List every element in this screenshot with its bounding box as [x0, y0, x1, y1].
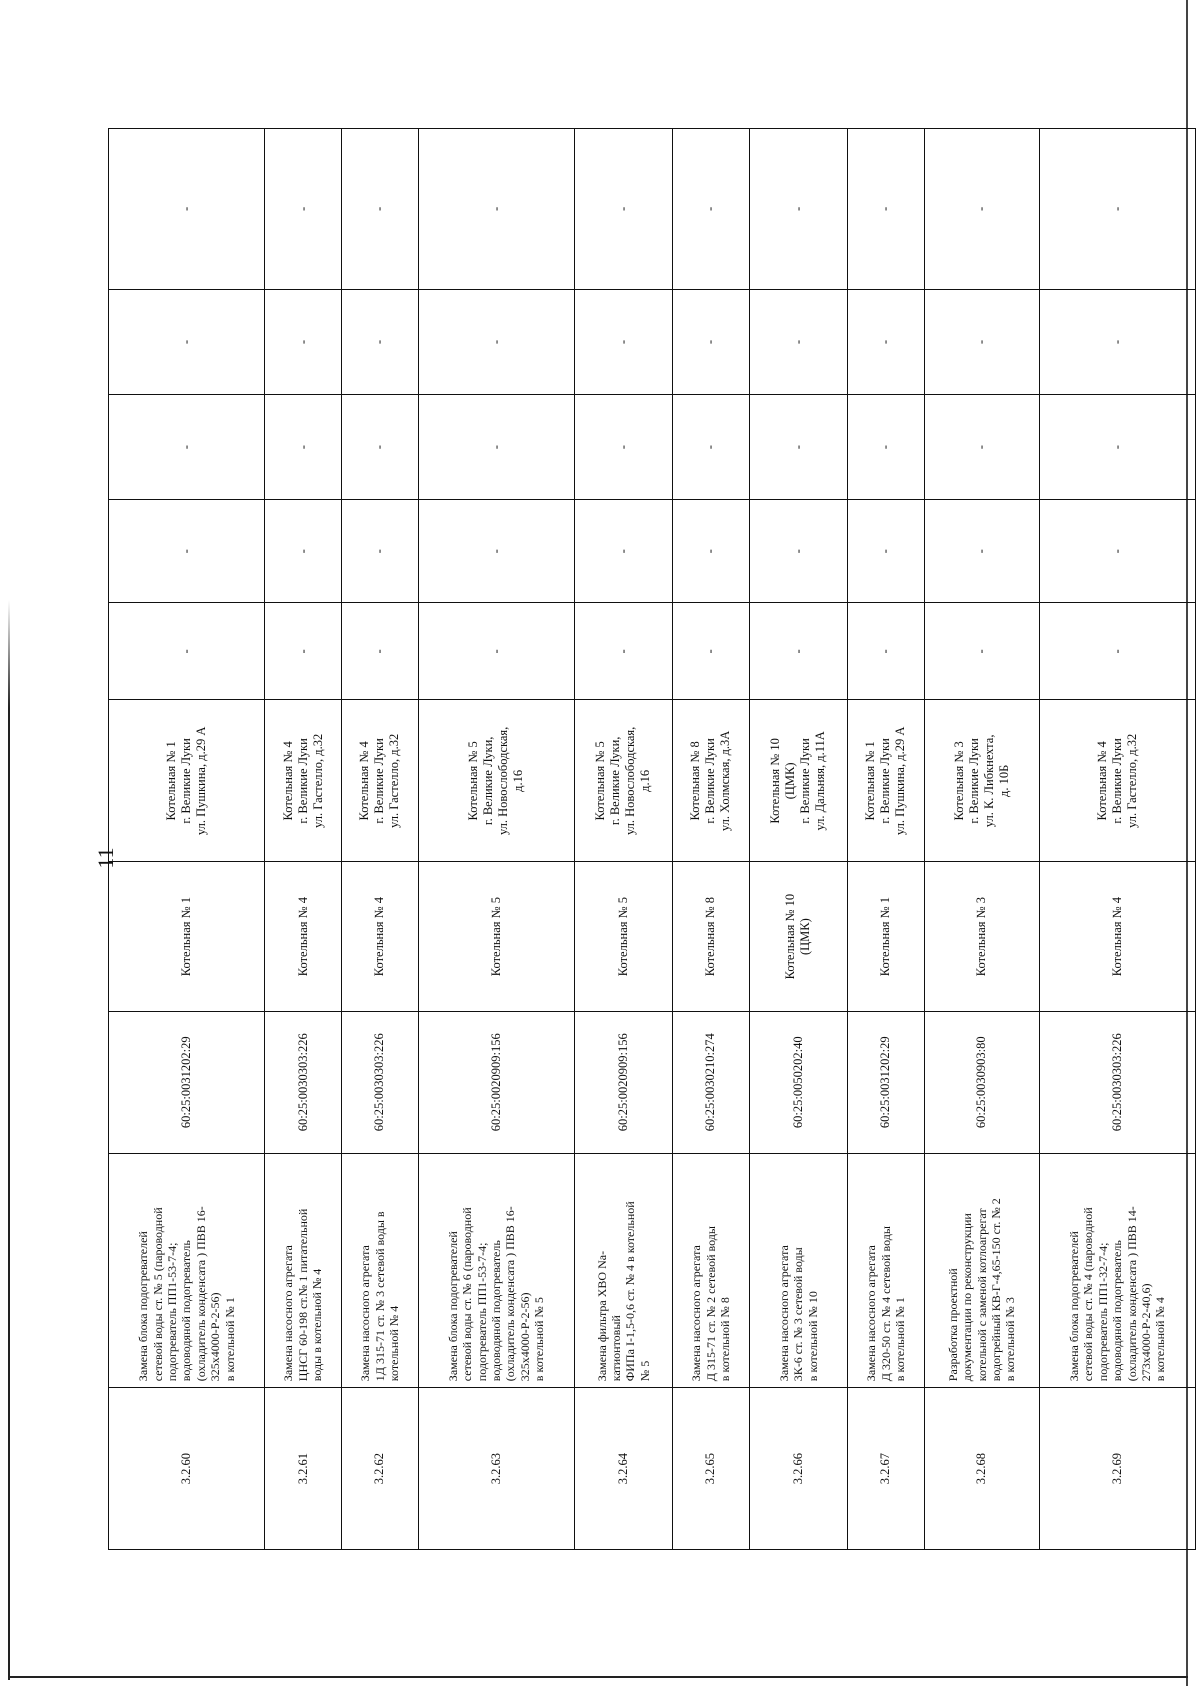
- page-number: 11: [93, 847, 118, 869]
- facility-name-cell: [265, 862, 342, 1012]
- work-description-cell-line: ФИПа I-1,5-0,6 ст. № 4 в котельной: [623, 1201, 638, 1382]
- item-number-cell: 3.2.68: [924, 1388, 1039, 1550]
- work-description-cell-line: Замена насосного агрегата: [864, 1245, 879, 1382]
- facility-name-cell-line: Котельная № 3: [974, 897, 989, 977]
- works-table: [108, 128, 1196, 1550]
- value-cell-1: -: [924, 603, 1039, 700]
- item-number-cell: 3.2.61: [265, 1388, 342, 1550]
- facility-name-cell-line: Котельная № 1: [179, 897, 194, 977]
- facility-name-cell: [341, 862, 418, 1012]
- value-cell-1: -: [574, 603, 672, 700]
- facility-address-cell: [265, 700, 342, 862]
- value-cell-5: -: [749, 129, 847, 290]
- facility-address-cell-line: Котельная № 5: [466, 741, 481, 821]
- facility-address-cell: [574, 700, 672, 862]
- table-row: [574, 129, 672, 1550]
- facility-address-cell: [924, 700, 1039, 862]
- work-description-cell-line: в котельной № 3: [1003, 1297, 1018, 1382]
- facility-address-cell: [672, 700, 749, 862]
- work-description-cell-line: сетевой воды ст. № 6 (пароводной: [460, 1207, 475, 1382]
- facility-address-cell-line: ул. Холмская, д.3А: [718, 730, 733, 832]
- facility-address-cell: [418, 700, 574, 862]
- facility-address-cell-line: Котельная № 4: [357, 741, 372, 821]
- cadastral-number-cell: 60:25:0020909:156: [574, 1011, 672, 1153]
- facility-name-cell-line: (ЦМК): [798, 918, 813, 956]
- facility-address-cell-line: Котельная № 1: [863, 741, 878, 821]
- work-description-cell-line: Замена насосного агрегата: [358, 1245, 373, 1382]
- facility-name-cell: [1039, 862, 1195, 1012]
- facility-address-cell-line: г. Великие Луки: [966, 738, 981, 824]
- work-description-cell: [418, 1153, 574, 1388]
- value-cell-1: -: [1039, 603, 1195, 700]
- value-cell-5: -: [109, 129, 265, 290]
- facility-address-cell-line: д.16: [638, 769, 653, 792]
- value-cell-4: -: [924, 289, 1039, 394]
- facility-address-cell: [847, 700, 924, 862]
- work-description-cell-line: Д 315-71 ст. № 2 сетевой воды: [703, 1226, 718, 1382]
- value-cell-5: -: [418, 129, 574, 290]
- value-cell-1: -: [847, 603, 924, 700]
- value-cell-2: -: [1039, 500, 1195, 603]
- value-cell-3: -: [749, 395, 847, 500]
- work-description-cell-line: сетевой воды ст. № 5 (пароводной: [150, 1207, 165, 1382]
- value-cell-1: -: [418, 603, 574, 700]
- facility-name-cell: [672, 862, 749, 1012]
- facility-address-cell-line: Котельная № 4: [1094, 741, 1109, 821]
- value-cell-3: -: [341, 395, 418, 500]
- value-cell-4: -: [749, 289, 847, 394]
- scan-edge-left: [8, 600, 10, 1680]
- work-description-cell-line: (охладитель конденсата ) ПВВ 16-: [193, 1206, 208, 1382]
- work-description-cell-line: Замена насосного агрегата: [776, 1245, 791, 1382]
- rotated-table-frame: [108, 128, 1196, 1550]
- facility-name-cell: [749, 862, 847, 1012]
- value-cell-4: -: [847, 289, 924, 394]
- table-row: [749, 129, 847, 1550]
- value-cell-2: -: [924, 500, 1039, 603]
- facility-address-cell-line: ул. Гастелло, д.32: [1124, 733, 1139, 828]
- value-cell-3: -: [1039, 395, 1195, 500]
- value-cell-5: -: [265, 129, 342, 290]
- facility-address-cell-line: г. Великие Луки: [878, 738, 893, 824]
- value-cell-4: -: [672, 289, 749, 394]
- facility-address-cell-line: Котельная № 3: [951, 741, 966, 821]
- value-cell-2: -: [749, 500, 847, 603]
- work-description-cell-line: документации по реконструкции: [960, 1213, 975, 1382]
- work-description-cell: [109, 1153, 265, 1388]
- value-cell-1: -: [265, 603, 342, 700]
- value-cell-5: -: [672, 129, 749, 290]
- facility-address-cell-line: г. Великие Луки: [1109, 738, 1124, 824]
- value-cell-1: -: [749, 603, 847, 700]
- value-cell-1: -: [341, 603, 418, 700]
- facility-address-cell-line: Котельная № 4: [280, 741, 295, 821]
- item-number-cell: 3.2.60: [109, 1388, 265, 1550]
- value-cell-5: -: [847, 129, 924, 290]
- value-cell-2: -: [574, 500, 672, 603]
- table-row: [847, 129, 924, 1550]
- facility-name-cell-line: Котельная № 10: [783, 893, 798, 980]
- work-description-cell: [574, 1153, 672, 1388]
- value-cell-3: -: [672, 395, 749, 500]
- value-cell-4: -: [109, 289, 265, 394]
- value-cell-2: -: [341, 500, 418, 603]
- value-cell-3: -: [924, 395, 1039, 500]
- facility-name-cell-line: Котельная № 5: [488, 897, 503, 977]
- cadastral-number-cell: 60:25:0031202:29: [847, 1011, 924, 1153]
- facility-address-cell-line: Котельная № 8: [688, 741, 703, 821]
- facility-address-cell: [109, 700, 265, 862]
- work-description-cell-line: (охладитель конденсата ) ПВВ 14-: [1124, 1206, 1139, 1382]
- facility-name-cell: [574, 862, 672, 1012]
- work-description-cell-line: (охладитель конденсата ) ПВВ 16-: [503, 1206, 518, 1382]
- facility-address-cell-line: ул. Дальняя, д.11А: [813, 731, 828, 831]
- work-description-cell-line: Замена насосного агрегата: [281, 1245, 296, 1382]
- work-description-cell-line: в котельной № 10: [805, 1291, 820, 1382]
- facility-name-cell: [418, 862, 574, 1012]
- value-cell-2: -: [418, 500, 574, 603]
- facility-name-cell-line: Котельная № 5: [615, 897, 630, 977]
- work-description-cell-line: 273х4000-Р-2-40,6): [1139, 1283, 1154, 1382]
- work-description-cell-line: Замена блока подогревателей: [1067, 1231, 1082, 1382]
- cadastral-number-cell: 60:25:0031202:29: [109, 1011, 265, 1153]
- work-description-cell-line: Замена блока подогревателей: [445, 1231, 460, 1382]
- work-description-cell-line: сетевой воды ст. № 4 (пароводной: [1081, 1207, 1096, 1382]
- facility-address-cell-line: г. Великие Луки: [295, 738, 310, 824]
- facility-address-cell-line: д. 10Б: [996, 764, 1011, 798]
- cadastral-number-cell: 60:25:0030210:274: [672, 1011, 749, 1153]
- work-description-cell-line: 1Д 315-71 ст. № 3 сетевой воды в: [372, 1211, 387, 1382]
- work-description-cell-line: Замена насосного агрегата: [689, 1245, 704, 1382]
- value-cell-5: -: [341, 129, 418, 290]
- value-cell-1: -: [672, 603, 749, 700]
- work-description-cell-line: Д 320-50 ст. № 4 сетевой воды: [878, 1226, 893, 1382]
- table-row: [109, 129, 265, 1550]
- work-description-cell-line: 325х4000-Р-2-56): [208, 1292, 223, 1382]
- value-cell-5: -: [574, 129, 672, 290]
- value-cell-1: -: [109, 603, 265, 700]
- work-description-cell-line: подогреватель ПП1-53-7-4;: [164, 1242, 179, 1382]
- facility-address-cell-line: ул. Гастелло, д.32: [310, 733, 325, 828]
- facility-address-cell-line: ул. Гастелло, д.32: [387, 733, 402, 828]
- item-number-cell: 3.2.63: [418, 1388, 574, 1550]
- facility-address-cell-line: ул. Пушкина, д.29 А: [893, 726, 908, 836]
- cadastral-number-cell: 60:25:0030903:80: [924, 1011, 1039, 1153]
- facility-address-cell-line: г. Великие Луки: [372, 738, 387, 824]
- facility-address-cell-line: Котельная № 1: [164, 741, 179, 821]
- value-cell-2: -: [265, 500, 342, 603]
- value-cell-4: -: [265, 289, 342, 394]
- work-description-cell-line: подогреватель ПП1-53-7-4;: [474, 1242, 489, 1382]
- cadastral-number-cell: 60:25:0030303:226: [265, 1011, 342, 1153]
- value-cell-3: -: [847, 395, 924, 500]
- facility-address-cell-line: Котельная № 5: [593, 741, 608, 821]
- work-description-cell-line: водоводяной подогреватель: [1110, 1240, 1125, 1382]
- work-description-cell-line: Замена фильтра ХВО Na-: [594, 1250, 609, 1382]
- cadastral-number-cell: 60:25:0020909:156: [418, 1011, 574, 1153]
- facility-name-cell-line: Котельная № 4: [295, 897, 310, 977]
- facility-name-cell-line: Котельная № 1: [878, 897, 893, 977]
- value-cell-2: -: [109, 500, 265, 603]
- work-description-cell-line: ЦНСГ 60-198 ст.№ 1 питательной: [295, 1208, 310, 1382]
- work-description-cell-line: водоводяной подогреватель: [179, 1240, 194, 1382]
- table-row: [672, 129, 749, 1550]
- work-description-cell-line: в котельной № 1: [222, 1297, 237, 1382]
- value-cell-4: -: [574, 289, 672, 394]
- cadastral-number-cell: 60:25:0030303:226: [1039, 1011, 1195, 1153]
- table-row: [924, 129, 1039, 1550]
- facility-address-cell-line: Котельная № 10: [768, 738, 783, 824]
- value-cell-4: -: [1039, 289, 1195, 394]
- work-description-cell-line: котельной с заменой котлоагрегат: [974, 1208, 989, 1382]
- table-row: [341, 129, 418, 1550]
- value-cell-2: -: [847, 500, 924, 603]
- facility-name-cell: [847, 862, 924, 1012]
- value-cell-2: -: [672, 500, 749, 603]
- work-description-cell: [672, 1153, 749, 1388]
- value-cell-3: -: [109, 395, 265, 500]
- facility-address-cell-line: ул. Новослободская,: [623, 726, 638, 836]
- facility-address-cell-line: г. Великие Луки: [798, 738, 813, 824]
- item-number-cell: 3.2.67: [847, 1388, 924, 1550]
- facility-address-cell-line: г. Великие Луки,: [608, 736, 623, 826]
- work-description-cell-line: Замена блока подогревателей: [136, 1231, 151, 1382]
- work-description-cell-line: в котельной № 1: [893, 1297, 907, 1382]
- work-description-cell: [847, 1153, 924, 1388]
- item-number-cell: 3.2.65: [672, 1388, 749, 1550]
- work-description-cell-line: водоводяной подогреватель: [489, 1240, 504, 1382]
- value-cell-3: -: [418, 395, 574, 500]
- work-description-cell-line: подогреватель ПП1-32-7-4;: [1095, 1242, 1110, 1382]
- cadastral-number-cell: 60:25:0050202:40: [749, 1011, 847, 1153]
- value-cell-5: -: [924, 129, 1039, 290]
- work-description-cell-line: Разработка проектной: [945, 1268, 960, 1382]
- work-description-cell-line: в котельной № 4: [1153, 1297, 1168, 1382]
- work-description-cell-line: катионтовый: [608, 1315, 623, 1382]
- facility-address-cell-line: ул. Новослободская,: [496, 726, 511, 836]
- item-number-cell: 3.2.64: [574, 1388, 672, 1550]
- work-description-cell-line: в котельной № 8: [718, 1297, 733, 1382]
- work-description-cell-line: № 5: [637, 1360, 652, 1382]
- work-description-cell: [1039, 1153, 1195, 1388]
- table-body: [109, 129, 1196, 1550]
- item-number-cell: 3.2.62: [341, 1388, 418, 1550]
- work-description-cell: [749, 1153, 847, 1388]
- work-description-cell-line: 3К-6 ст. № 3 сетевой воды: [791, 1247, 806, 1382]
- facility-address-cell-line: ул. Пушкина, д.29 А: [194, 726, 209, 836]
- facility-address-cell: [749, 700, 847, 862]
- cadastral-number-cell: 60:25:0030303:226: [341, 1011, 418, 1153]
- facility-name-cell-line: Котельная № 4: [1109, 897, 1124, 977]
- value-cell-3: -: [265, 395, 342, 500]
- facility-address-cell-line: (ЦМК): [783, 762, 798, 800]
- facility-name-cell-line: Котельная № 8: [703, 897, 718, 977]
- work-description-cell: [265, 1153, 342, 1388]
- work-description-cell-line: в котельной № 5: [532, 1297, 547, 1382]
- work-description-cell-line: воды в котельной № 4: [310, 1268, 325, 1382]
- facility-address-cell-line: д.16: [511, 769, 526, 792]
- work-description-cell-line: котельной № 4: [387, 1305, 401, 1382]
- value-cell-3: -: [574, 395, 672, 500]
- work-description-cell: [341, 1153, 418, 1388]
- facility-address-cell: [1039, 700, 1195, 862]
- value-cell-4: -: [418, 289, 574, 394]
- facility-name-cell: [109, 862, 265, 1012]
- facility-address-cell-line: г. Великие Луки: [703, 738, 718, 824]
- facility-address-cell-line: г. Великие Луки,: [481, 736, 496, 826]
- table-row: [1039, 129, 1195, 1550]
- table-row: [265, 129, 342, 1550]
- work-description-cell-line: 325х4000-Р-2-56): [517, 1292, 532, 1382]
- item-number-cell: 3.2.69: [1039, 1388, 1195, 1550]
- facility-name-cell: [924, 862, 1039, 1012]
- facility-address-cell-line: г. Великие Луки: [179, 738, 194, 824]
- rotated-table-container: [108, 128, 1196, 1550]
- value-cell-5: -: [1039, 129, 1195, 290]
- facility-name-cell-line: Котельная № 4: [372, 897, 387, 977]
- value-cell-4: -: [341, 289, 418, 394]
- table-row: [418, 129, 574, 1550]
- item-number-cell: 3.2.66: [749, 1388, 847, 1550]
- facility-address-cell-line: ул. К. Либкнехта,: [981, 734, 996, 828]
- facility-address-cell: [341, 700, 418, 862]
- scan-edge-bottom: [10, 1676, 1188, 1678]
- work-description-cell-line: водогрейный КВ-Г-4,65-150 ст. № 2: [988, 1198, 1003, 1382]
- work-description-cell: [924, 1153, 1039, 1388]
